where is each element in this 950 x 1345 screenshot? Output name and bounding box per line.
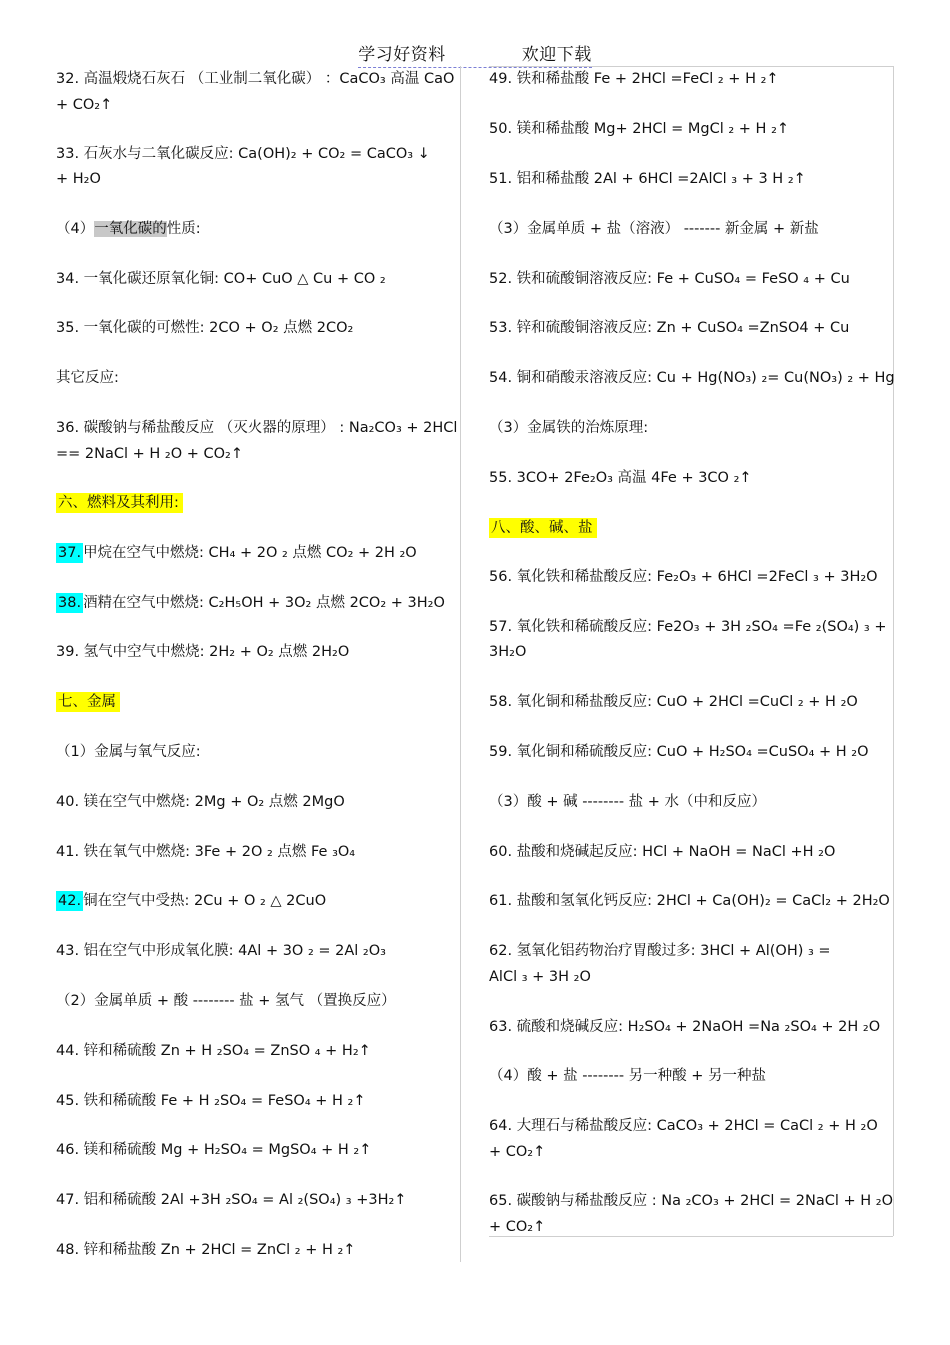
left-line-4: [56, 216, 460, 242]
section-heading: 六、燃料及其利用:: [56, 493, 183, 513]
right-line-25: + CO₂↑: [489, 1219, 546, 1235]
right-line-10: 56. 氧化铁和稀盐酸反应: Fe₂O₃ + 6HCl =2FeCl ₃ + 3H₂O: [489, 569, 878, 585]
right-line-17: 61. 盐酸和氢氧化钙反应: 2HCl + Ca(OH)₂ = CaCl₂ + 2H₂O: [489, 893, 890, 909]
highlighted-number: 37.: [58, 545, 82, 561]
left-line-8: 36. 碳酸钠与稀盐酸反应 （灭火器的原理） : Na₂CO₃ + 2HCl: [56, 420, 458, 436]
left-line-20: （2）金属单质 + 酸 -------- 盐 + 氢气 （置换反应）: [56, 993, 396, 1009]
right-line-19: AlCl ₃ + 3H ₂O: [489, 969, 591, 985]
highlighted-term: 一氧化碳的: [94, 221, 167, 237]
left-line-18: [56, 888, 460, 914]
right-line-2: 51. 铝和稀盐酸 2Al + 6HCl =2AlCl ₃ + 3 H ₂↑: [489, 171, 806, 187]
right-line-6: 54. 铜和硝酸汞溶液反应: Cu + Hg(NO₃) ₂= Cu(NO₃) ₂ + Hg: [489, 370, 895, 386]
right-line-16: 60. 盐酸和烧碱起反应: HCl + NaOH = NaCl +H ₂O: [489, 844, 836, 860]
left-line-1: + CO₂↑: [56, 97, 113, 113]
section-heading: 七、金属: [56, 692, 120, 712]
left-line-6: 35. 一氧化碳的可燃性: 2CO + O₂ 点燃 2CO₂: [56, 320, 354, 336]
left-line-13: 39. 氢气中空气中燃烧: 2H₂ + O₂ 点燃 2H₂O: [56, 644, 350, 660]
right-line-22: 64. 大理石与稀盐酸反应: CaCO₃ + 2HCl = CaCl ₂ + H ₂O: [489, 1118, 878, 1134]
line-text: 铜在空气中受热: 2Cu + O ₂ △ 2CuO: [83, 893, 327, 909]
right-line-1: 50. 镁和稀盐酸 Mg+ 2HCl = MgCl ₂ + H ₂↑: [489, 121, 790, 137]
left-line-23: 46. 镁和稀硫酸 Mg + H₂SO₄ = MgSO₄ + H ₂↑: [56, 1142, 372, 1158]
page-header: [0, 40, 950, 65]
left-line-25: 48. 锌和稀盐酸 Zn + 2HCl = ZnCl ₂ + H ₂↑: [56, 1242, 356, 1258]
column-divider: [460, 66, 461, 1262]
left-line-24: 47. 铝和稀硫酸 2Al +3H ₂SO₄ = Al ₂(SO₄) ₃ +3H₂↑: [56, 1192, 407, 1208]
left-line-19: 43. 铝在空气中形成氧化膜: 4Al + 3O ₂ = 2Al ₂O₃: [56, 943, 386, 959]
left-line-10: [56, 490, 460, 516]
line-text: 性质:: [166, 221, 201, 237]
line-text: （4）: [56, 221, 95, 237]
right-line-4: 52. 铁和硫酸铜溶液反应: Fe + CuSO₄ = FeSO ₄ + Cu: [489, 271, 850, 287]
right-line-24: 65. 碳酸钠与稀盐酸反应 : Na ₂CO₃ + 2HCl = 2NaCl + H ₂O: [489, 1193, 894, 1209]
right-line-8: 55. 3CO+ 2Fe₂O₃ 高温 4Fe + 3CO ₂↑: [489, 470, 752, 486]
highlighted-number: 42.: [58, 893, 82, 909]
right-line-11: 57. 氧化铁和稀硫酸反应: Fe2O₃ + 3H ₂SO₄ =Fe ₂(SO₄) ₃ +: [489, 619, 887, 635]
left-line-21: 44. 锌和稀硫酸 Zn + H ₂SO₄ = ZnSO ₄ + H₂↑: [56, 1043, 371, 1059]
header-right-text: 欢迎下载: [521, 45, 592, 65]
left-line-12: [56, 590, 460, 616]
line-text: 甲烷在空气中燃烧: CH₄ + 2O ₂ 点燃 CO₂ + 2H ₂O: [83, 545, 417, 561]
right-line-13: 58. 氧化铜和稀盐酸反应: CuO + 2HCl =CuCl ₂ + H ₂O: [489, 694, 858, 710]
right-border: [893, 66, 894, 1236]
left-line-17: 41. 铁在氧气中燃烧: 3Fe + 2O ₂ 点燃 Fe ₃O₄: [56, 844, 356, 860]
header-left-text: 学习好资料: [358, 45, 446, 65]
right-line-14: 59. 氧化铜和稀硫酸反应: CuO + H₂SO₄ =CuSO₄ + H ₂O: [489, 744, 869, 760]
right-line-15: （3）酸 + 碱 -------- 盐 + 水（中和反应）: [489, 794, 767, 810]
right-line-5: 53. 锌和硫酸铜溶液反应: Zn + CuSO₄ =ZnSO4 + Cu: [489, 320, 850, 336]
right-line-20: 63. 硫酸和烧碱反应: H₂SO₄ + 2NaOH =Na ₂SO₄ + 2H ₂O: [489, 1019, 881, 1035]
left-line-2: 33. 石灰水与二氧化碳反应: Ca(OH)₂ + CO₂ = CaCO₃ ↓: [56, 146, 430, 162]
right-line-3: （3）金属单质 + 盐（溶液） ------- 新金属 + 新盐: [489, 221, 819, 237]
left-line-3: + H₂O: [56, 171, 101, 187]
right-line-23: + CO₂↑: [489, 1144, 546, 1160]
section-heading: 八、酸、碱、盐: [489, 518, 597, 538]
left-line-15: （1）金属与氧气反应:: [56, 744, 201, 760]
left-line-0: 32. 高温煅烧石灰石 （工业制二氧化碳） ：CaCO₃ 高温 CaO: [56, 71, 455, 87]
highlighted-number: 38.: [58, 595, 82, 611]
left-line-11: [56, 540, 460, 566]
right-line-12: 3H₂O: [489, 644, 527, 660]
right-line-21: （4）酸 + 盐 -------- 另一种酸 + 另一种盐: [489, 1068, 767, 1084]
left-line-16: 40. 镁在空气中燃烧: 2Mg + O₂ 点燃 2MgO: [56, 794, 345, 810]
left-line-5: 34. 一氧化碳还原氧化铜: CO+ CuO △ Cu + CO ₂: [56, 271, 386, 287]
right-line-0: 49. 铁和稀盐酸 Fe + 2HCl =FeCl ₂ + H ₂↑: [489, 71, 779, 87]
right-line-7: （3）金属铁的治炼原理:: [489, 420, 649, 436]
left-line-7: 其它反应:: [56, 370, 119, 386]
right-line-18: 62. 氢氧化铝药物治疗胃酸过多: 3HCl + Al(OH) ₃ =: [489, 943, 831, 959]
right-line-9: [489, 515, 893, 541]
left-line-14: [56, 689, 460, 715]
line-text: 酒精在空气中燃烧: C₂H₅OH + 3O₂ 点燃 2CO₂ + 3H₂O: [83, 595, 445, 611]
left-line-9: == 2NaCl + H ₂O + CO₂↑: [56, 446, 243, 462]
left-line-22: 45. 铁和稀硫酸 Fe + H ₂SO₄ = FeSO₄ + H ₂↑: [56, 1093, 366, 1109]
